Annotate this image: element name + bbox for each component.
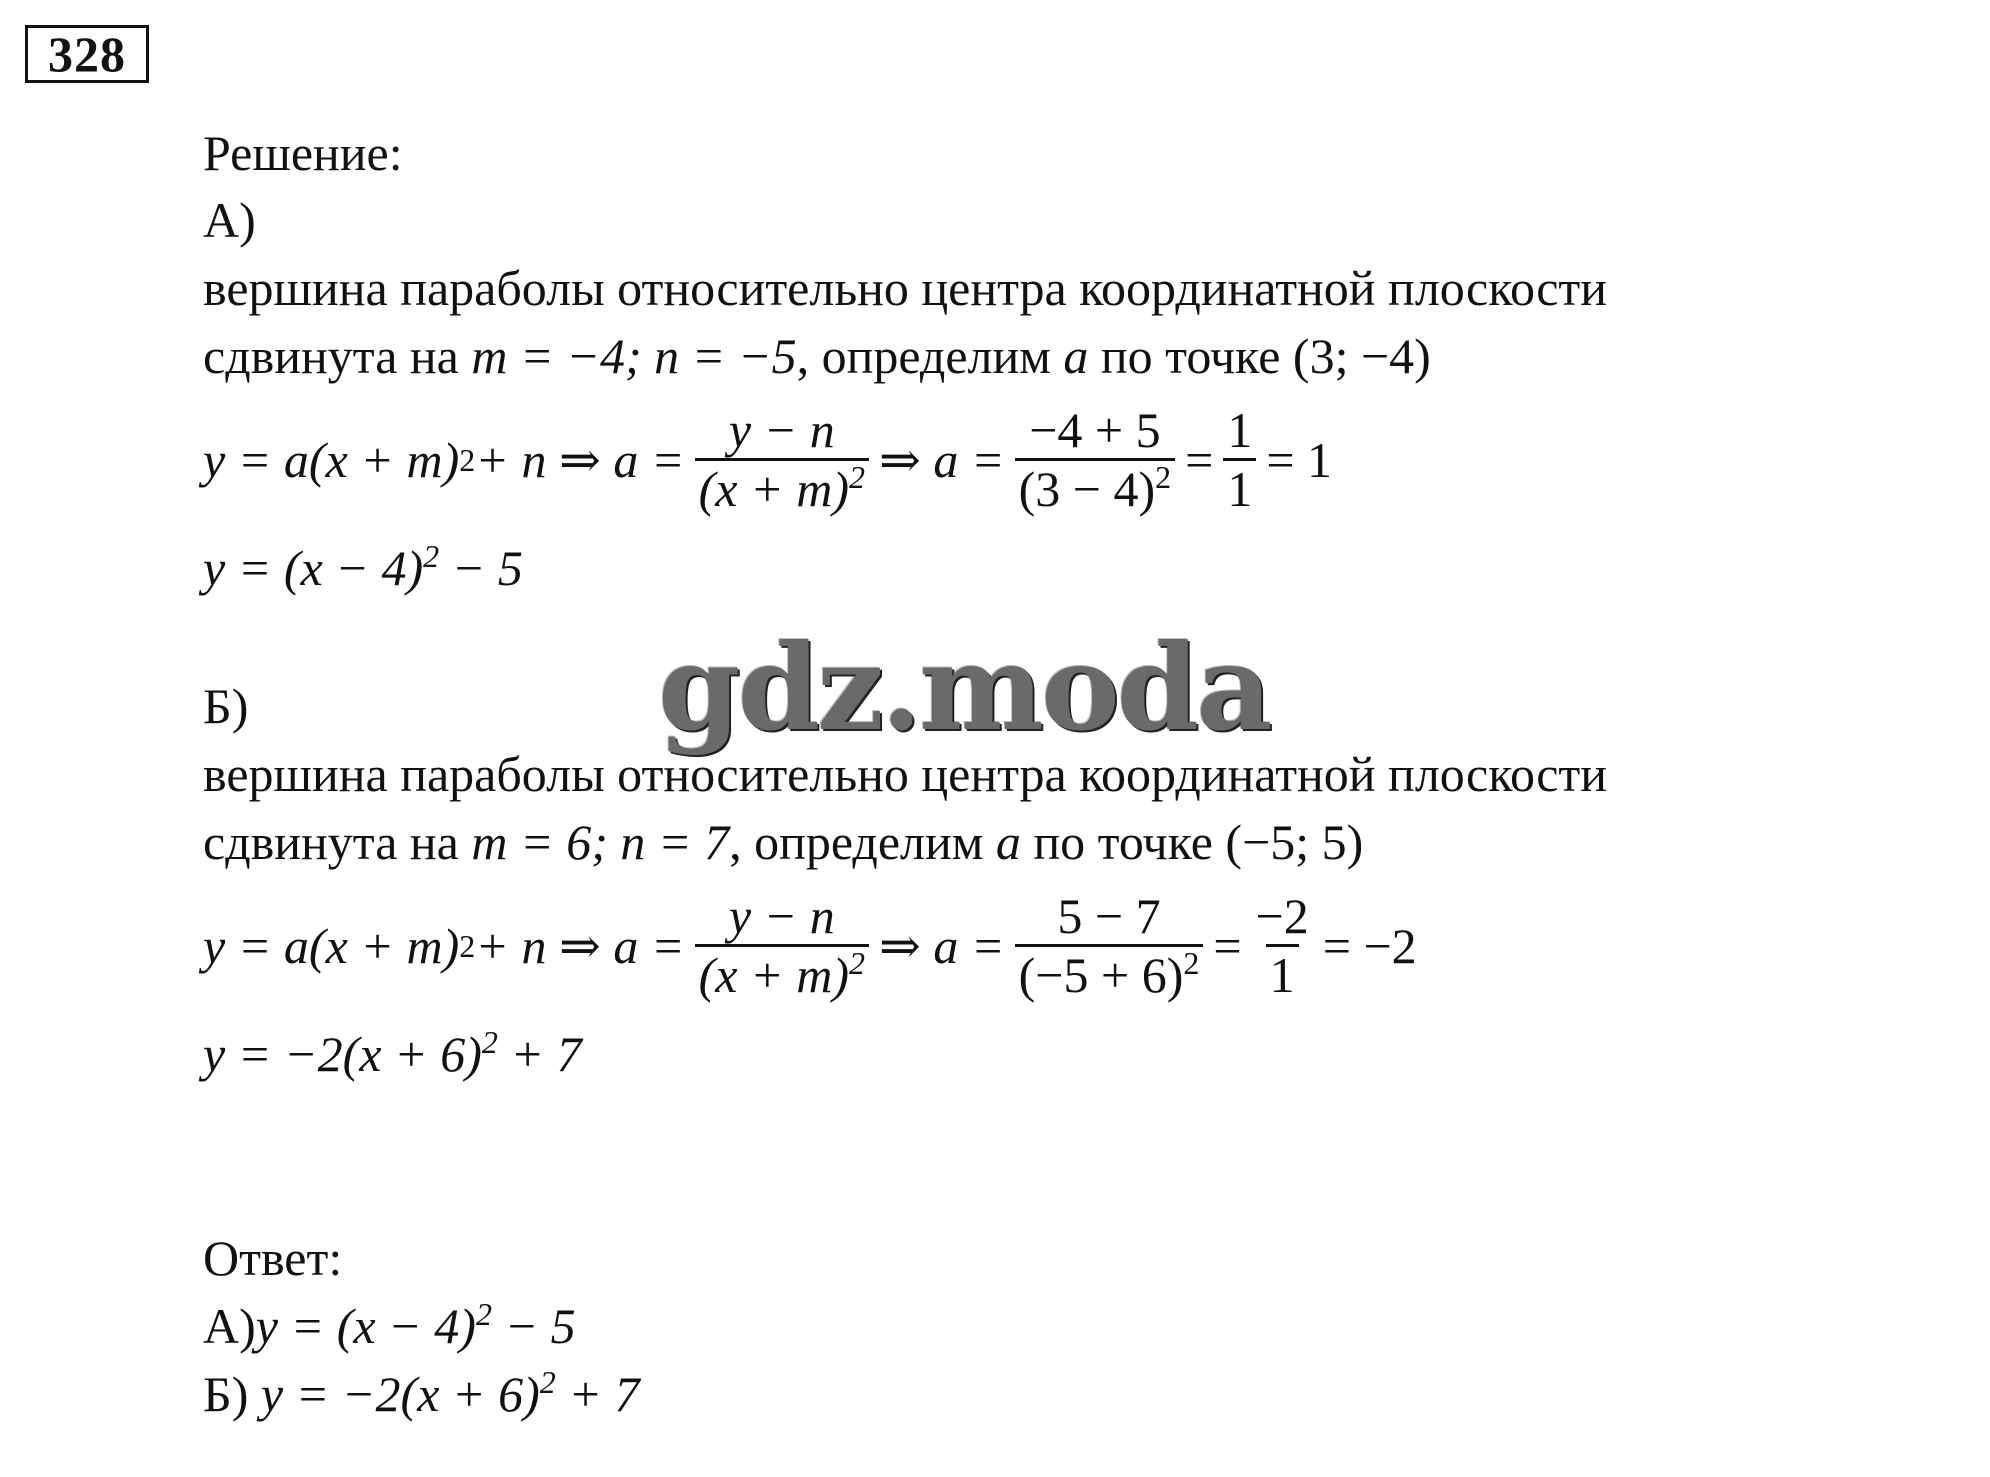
part-a-eq-mid: ⇒ a = xyxy=(879,431,1005,488)
part-a-eq-left: y = a(x + m) xyxy=(203,431,460,488)
part-b-line2-a: a xyxy=(995,814,1021,870)
part-a-line2-mid: , определим xyxy=(796,328,1064,384)
part-b-frac1 xyxy=(695,888,869,1003)
part-a-frac1-num: y − n xyxy=(728,402,835,458)
part-a-frac3-den: 1 xyxy=(1223,458,1256,517)
part-b-label: Б) xyxy=(203,678,249,734)
answer-label: Ответ: xyxy=(203,1230,343,1286)
problem-number: 328 xyxy=(25,25,149,83)
part-b-frac3 xyxy=(1252,888,1313,1003)
part-a-line2 xyxy=(203,326,1431,386)
part-b-frac1-num: y − n xyxy=(728,888,835,944)
part-a-line2-prefix: сдвинута на xyxy=(203,328,472,384)
part-b-line1: вершина параболы относительно центра координатной плоскости xyxy=(203,746,1608,802)
part-a-result: $y = (x - 4)^2 - 5$ xyxy=(203,538,523,596)
part-b-eq-left: y = a(x + m) xyxy=(203,917,460,974)
part-a-frac3 xyxy=(1223,402,1256,517)
answer-b: Б) $y = -2(x + 6)^2 + 7$ xyxy=(203,1364,640,1422)
part-a-line2-suffix: по точке (3; −4) xyxy=(1088,328,1431,384)
part-a-frac1-den: $(x + m)^2$ xyxy=(695,458,869,517)
part-b-result: $y = -2(x + 6)^2 + 7$ xyxy=(203,1024,582,1082)
part-a-equation: y = a(x + m) 2 + n ⇒ a = $\frac{y - n}{(x + m)^2}$ ⇒ a = $\frac{-4 + 5}{(3 - 4)^2}$ = $\frac{1}{1}$ = 1 xyxy=(203,402,1333,517)
part-b-eq-left2: + n ⇒ a = xyxy=(475,917,685,974)
part-b-line2-suffix: по точке (−5; 5) xyxy=(1020,814,1364,870)
part-b-line2-prefix: сдвинута на xyxy=(203,814,472,870)
part-b-frac3-num: −2 xyxy=(1255,888,1309,944)
part-a-frac3-num: 1 xyxy=(1227,402,1253,458)
part-b-frac1-den: $(x + m)^2$ xyxy=(695,944,869,1003)
part-a-frac2 xyxy=(1015,402,1176,517)
part-b-eq-eq: = xyxy=(1213,917,1242,974)
part-a-frac2-den: $(3 - 4)^2$ xyxy=(1015,458,1176,517)
part-a-eq-left2: + n ⇒ a = xyxy=(475,431,685,488)
part-a-eq-eq: = xyxy=(1185,431,1214,488)
part-b-eq-mid: ⇒ a = xyxy=(879,917,1005,974)
watermark-logo: gdz.moda xyxy=(658,618,1270,757)
part-a-line1: вершина параболы относительно центра координатной плоскости xyxy=(203,260,1608,316)
part-b-line2-mn: m = 6; n = 7 xyxy=(471,814,730,870)
part-b-frac3-den: 1 xyxy=(1266,944,1299,1003)
part-a-eq-end: = 1 xyxy=(1266,431,1333,488)
part-a-frac2-num: −4 + 5 xyxy=(1029,402,1161,458)
part-b-frac2 xyxy=(1015,888,1204,1003)
part-b-line2 xyxy=(203,812,1363,872)
part-a-line2-a: a xyxy=(1063,328,1089,384)
part-b-frac2-den: $(-5 + 6)^2$ xyxy=(1015,944,1204,1003)
part-b-line2-mid: , определим xyxy=(729,814,996,870)
part-a-line2-mn: m = −4; n = −5 xyxy=(471,328,797,384)
part-a-label: А) xyxy=(203,192,256,248)
part-b-equation: y = a(x + m) 2 + n ⇒ a = $\frac{y - n}{(x + m)^2}$ ⇒ a = $\frac{5 - 7}{(-5 + 6)^2}$ = $\frac{-2}{1}$ = −2 xyxy=(203,888,1417,1003)
part-b-eq-end: = −2 xyxy=(1322,917,1417,974)
part-b-frac2-num: 5 − 7 xyxy=(1057,888,1161,944)
solution-label: Решение: xyxy=(203,125,403,181)
answer-a: $А)y = (x - 4)^2 - 5$ xyxy=(203,1296,576,1354)
part-a-frac1 xyxy=(695,402,869,517)
